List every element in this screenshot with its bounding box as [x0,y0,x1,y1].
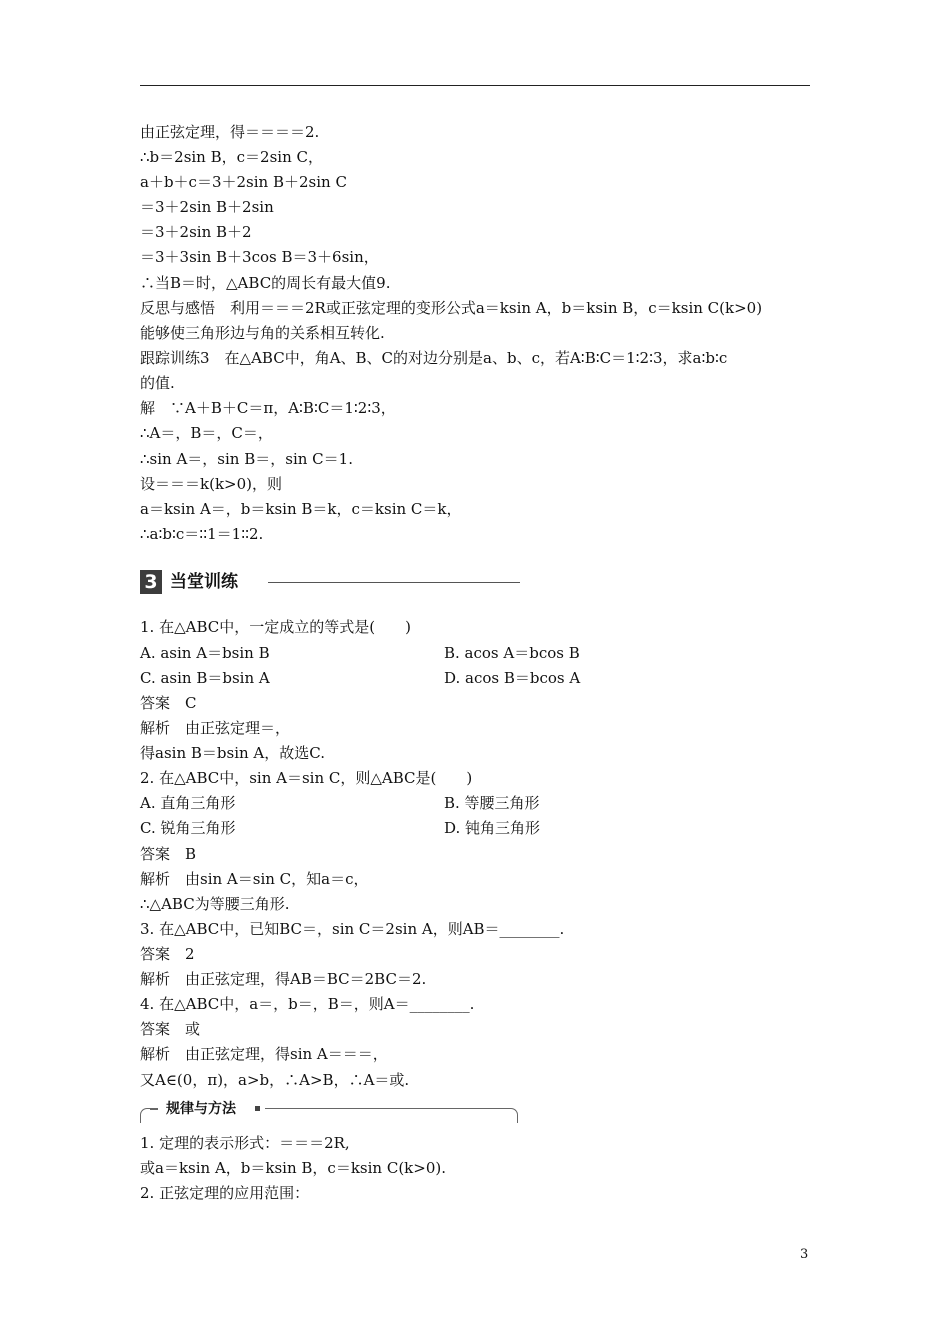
summary-frame-left [140,1108,151,1123]
section-title: 当堂训练 [170,572,238,592]
tracking-exercise-line: 跟踪训练3 在△ABC中，角A、B、C的对边分别是a、b、c，若A∶B∶C＝1∶2∶3，求a∶b∶c [140,349,728,367]
option-a: A. asin A＝bsin B [140,644,270,662]
question-stem: 3. 在△ABC中，已知BC＝，sin C＝2sin A，则AB＝________. [140,920,565,938]
tracking-solution-line: ∴sin A＝，sin B＝，sin C＝1. [140,450,353,468]
option-b: B. acos A＝bcos B [444,644,580,662]
analysis-line: 解析 由正弦定理＝， [140,719,291,737]
option-a: A. 直角三角形 [140,794,236,812]
option-c: C. 锐角三角形 [140,819,236,837]
solution-line: ＝3＋2sin B＋2 [140,223,252,241]
tracking-solution-line: 设＝＝＝k(k>0)，则 [140,475,282,493]
header-rule [140,85,810,86]
solution-line: ＝3＋3sin B＋3cos B＝3＋6sin， [140,248,379,266]
tracking-solution-line: ∴A＝，B＝，C＝， [140,424,273,442]
tracking-solution-line: a＝ksin A＝，b＝ksin B＝k，c＝ksin C＝k， [140,500,462,518]
summary-square-icon [255,1106,260,1111]
section-number-badge: 3 [140,570,162,594]
question-stem: 4. 在△ABC中，a＝，b＝，B＝，则A＝________. [140,995,475,1013]
section-title-rule [268,582,520,583]
summary-line: 或a＝ksin A，b＝ksin B，c＝ksin C(k>0). [140,1159,446,1177]
page-number: 3 [800,1247,809,1262]
option-b: B. 等腰三角形 [444,794,540,812]
reflection-line: 反思与感悟 利用＝＝＝2R或正弦定理的变形公式a＝ksin A，b＝ksin B，c＝ksin C(k>0) [140,299,763,317]
answer-line: 答案 或 [140,1020,201,1038]
question-stem: 1. 在△ABC中，一定成立的等式是( ) [140,618,411,636]
analysis-line: ∴△ABC为等腰三角形. [140,895,290,913]
tracking-exercise-line: 的值. [140,374,175,392]
tracking-solution-line: ∴a∶b∶c＝∶∶1＝1∶∶2. [140,525,264,543]
summary-frame-dash [150,1108,158,1110]
question-stem: 2. 在△ABC中，sin A＝sin C，则△ABC是( ) [140,769,473,787]
summary-title: 规律与方法 [166,1101,236,1117]
option-d: D. 钝角三角形 [444,819,541,837]
tracking-solution-line: 解 ∵A＋B＋C＝π，A∶B∶C＝1∶2∶3， [140,399,396,417]
solution-line: ∴b＝2sin B，c＝2sin C， [140,148,323,166]
option-d: D. acos B＝bcos A [444,669,581,687]
answer-line: 答案 C [140,694,197,712]
summary-line: 2. 正弦定理的应用范围： [140,1184,310,1202]
analysis-line: 解析 由sin A＝sin C，知a＝c， [140,870,369,888]
answer-line: 答案 B [140,845,197,863]
analysis-line: 又A∈(0，π)，a>b，∴A>B，∴A＝或. [140,1071,410,1089]
reflection-line: 能够使三角形边与角的关系相互转化. [140,324,385,342]
solution-line: ＝3＋2sin B＋2sin [140,198,274,216]
option-c: C. asin B＝bsin A [140,669,270,687]
solution-line: 由正弦定理，得＝＝＝＝2. [140,123,320,141]
analysis-line: 得asin B＝bsin A，故选C. [140,744,325,762]
analysis-line: 解析 由正弦定理，得AB＝BC＝2BC＝2. [140,970,427,988]
answer-line: 答案 2 [140,945,195,963]
analysis-line: 解析 由正弦定理，得sin A＝＝＝， [140,1045,388,1063]
solution-line: ∴当B＝时，△ABC的周长有最大值9. [140,274,391,292]
solution-line: a＋b＋c＝3＋2sin B＋2sin C [140,173,347,191]
summary-line: 1. 定理的表示形式：＝＝＝2R, [140,1134,350,1152]
summary-frame-right [265,1108,518,1123]
